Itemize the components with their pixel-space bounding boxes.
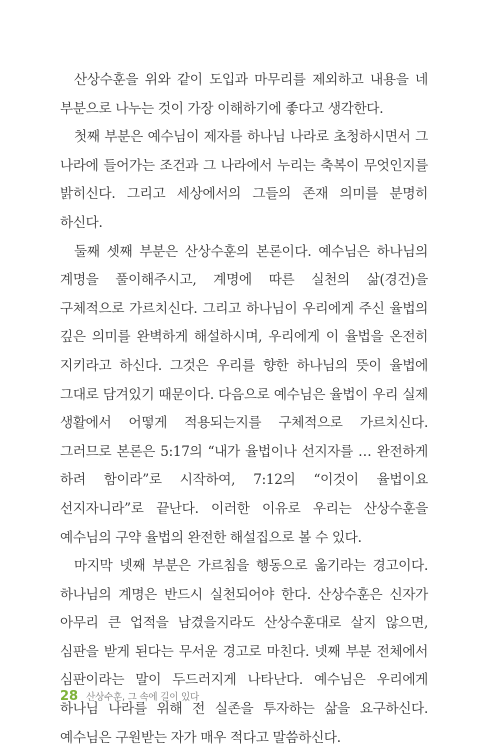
body-text [60, 66, 428, 752]
paragraph-first-part: 첫째 부분은 예수님이 제자를 하나님 나라로 초청하시면서 그 나라에 들어가는 조건과 그 나라에서 누리는 축복이 무엇인지를 밝히신다. 그리고 세상에서의 그들의 존재 의미를 분명히 하신다. [60, 129, 428, 231]
paragraph-second-third-part: 둘째 셋째 부분은 산상수훈의 본론이다. 예수님은 하나님의 계명을 풀이해주시고, 계명에 따른 실천의 삶(경건)을 구체적으로 가르치신다. 그리고 하나님이 우리에게 주신 율법의 깊은 의미를 완벽하게 해설하시며, 우리에게 이 율법을 온전히 지키라고 하신다. 그것은 우리를 향한 하나님의 뜻이 율법에 그대로 담겨있기 때문이다. 다음으로 예수님은 율법이 우리 실제 생활에서 어떻게 적용되는지를 구체적으로 가르치신다. 그러므로 본론은 5:17의 “내가 율법이나 선지자를 … 완전하게 하려 함이라”로 시작하여, 7:12의 “이것이 율법이요 선지자니라”로 끝난다. 이러한 이유로 우리는 산상수훈을 예수님의 구약 율법의 완전한 해설집으로 볼 수 있다. [60, 243, 428, 546]
paragraph-intro: 산상수훈을 위와 같이 도입과 마무리를 제외하고 내용을 네 부분으로 나누는 것이 가장 이해하기에 좋다고 생각한다. [60, 72, 428, 117]
page-number: 28 [60, 689, 79, 704]
paragraph-fourth-part: 마지막 넷째 부분은 가르침을 행동으로 옮기라는 경고이다. 하나님의 계명은 반드시 실천되어야 한다. 산상수훈은 신자가 아무리 큰 업적을 남겼을지라도 산상수훈대로 살지 않으면, 심판을 받게 된다는 무서운 경고로 마친다. 넷째 부분 전체에서 심판이라는 말이 두드러지게 나타난다. 예수님은 우리에게 하나님 나라를 위해 전 실존을 투자하는 삶을 요구하신다. 예수님은 구원받는 자가 매우 적다고 말씀하신다. [60, 558, 428, 746]
running-title: 산상수훈, 그 속에 길이 있다 [86, 692, 199, 703]
page-footer [60, 689, 199, 705]
